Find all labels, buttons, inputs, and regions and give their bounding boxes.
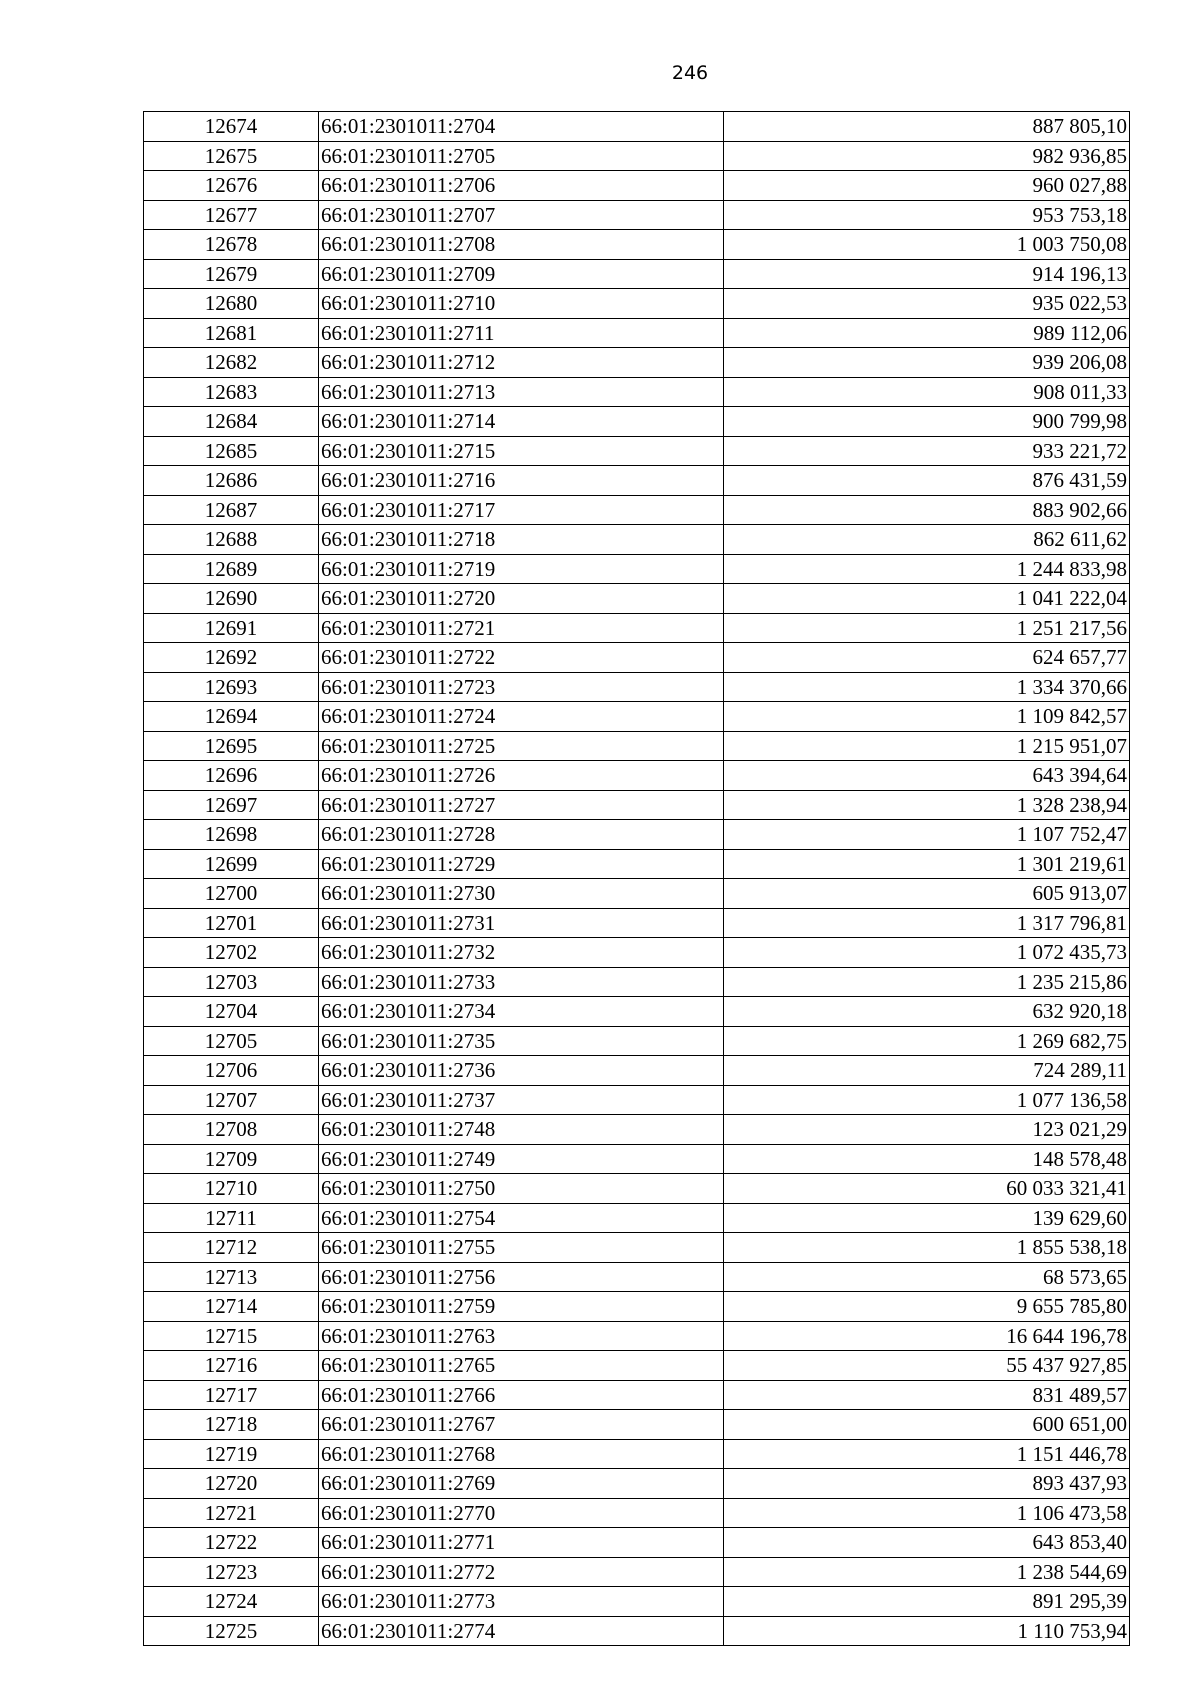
row-number-cell: 12679 [144,259,319,289]
row-number-cell: 12693 [144,672,319,702]
table-row [144,1616,1130,1646]
cadastral-value-cell: 1 072 435,73 [724,938,1130,968]
cadastral-value-cell: 1 077 136,58 [724,1085,1130,1115]
table-row [144,761,1130,791]
table-row [144,1321,1130,1351]
table-row [144,141,1130,171]
cadastral-value-cell: 1 109 842,57 [724,702,1130,732]
cadastral-number-cell: 66:01:2301011:2771 [319,1528,724,1558]
cadastral-value-cell: 123 021,29 [724,1115,1130,1145]
table-row [144,1380,1130,1410]
cadastral-number-cell: 66:01:2301011:2709 [319,259,724,289]
cadastral-value-cell: 643 394,64 [724,761,1130,791]
cadastral-number-cell: 66:01:2301011:2713 [319,377,724,407]
cadastral-value-cell: 1 235 215,86 [724,967,1130,997]
cadastral-number-cell: 66:01:2301011:2706 [319,171,724,201]
table-row [144,1262,1130,1292]
table-row [144,466,1130,496]
page-number: 246 [671,62,709,84]
cadastral-number-cell: 66:01:2301011:2711 [319,318,724,348]
cadastral-value-cell: 908 011,33 [724,377,1130,407]
table-row [144,495,1130,525]
cadastral-value-cell: 1 151 446,78 [724,1439,1130,1469]
cadastral-number-cell: 66:01:2301011:2724 [319,702,724,732]
table-row [144,1528,1130,1558]
cadastral-number-cell: 66:01:2301011:2756 [319,1262,724,1292]
table-row [144,348,1130,378]
row-number-cell: 12704 [144,997,319,1027]
cadastral-number-cell: 66:01:2301011:2735 [319,1026,724,1056]
row-number-cell: 12701 [144,908,319,938]
row-number-cell: 12711 [144,1203,319,1233]
cadastral-number-cell: 66:01:2301011:2725 [319,731,724,761]
cadastral-number-cell: 66:01:2301011:2770 [319,1498,724,1528]
cadastral-value-cell: 862 611,62 [724,525,1130,555]
row-number-cell: 12692 [144,643,319,673]
table-row [144,1498,1130,1528]
cadastral-number-cell: 66:01:2301011:2767 [319,1410,724,1440]
row-number-cell: 12677 [144,200,319,230]
cadastral-number-cell: 66:01:2301011:2754 [319,1203,724,1233]
cadastral-value-cell: 724 289,11 [724,1056,1130,1086]
cadastral-value-cell: 16 644 196,78 [724,1321,1130,1351]
row-number-cell: 12710 [144,1174,319,1204]
table-row [144,702,1130,732]
cadastral-value-cell: 1 269 682,75 [724,1026,1130,1056]
cadastral-number-cell: 66:01:2301011:2774 [319,1616,724,1646]
cadastral-value-cell: 953 753,18 [724,200,1130,230]
row-number-cell: 12705 [144,1026,319,1056]
cadastral-number-cell: 66:01:2301011:2720 [319,584,724,614]
cadastral-value-cell: 60 033 321,41 [724,1174,1130,1204]
cadastral-value-cell: 9 655 785,80 [724,1292,1130,1322]
cadastral-value-cell: 1 334 370,66 [724,672,1130,702]
cadastral-value-cell: 887 805,10 [724,112,1130,142]
cadastral-value-cell: 1 244 833,98 [724,554,1130,584]
table-row [144,1439,1130,1469]
cadastral-number-cell: 66:01:2301011:2728 [319,820,724,850]
table-row [144,1203,1130,1233]
table-row [144,967,1130,997]
cadastral-number-cell: 66:01:2301011:2763 [319,1321,724,1351]
table-row [144,171,1130,201]
cadastral-value-table [143,111,1130,1646]
cadastral-number-cell: 66:01:2301011:2719 [319,554,724,584]
cadastral-value-cell: 876 431,59 [724,466,1130,496]
cadastral-value-cell: 68 573,65 [724,1262,1130,1292]
row-number-cell: 12687 [144,495,319,525]
table-row [144,849,1130,879]
row-number-cell: 12707 [144,1085,319,1115]
row-number-cell: 12699 [144,849,319,879]
cadastral-value-cell: 1 238 544,69 [724,1557,1130,1587]
cadastral-number-cell: 66:01:2301011:2714 [319,407,724,437]
row-number-cell: 12702 [144,938,319,968]
cadastral-number-cell: 66:01:2301011:2722 [319,643,724,673]
row-number-cell: 12721 [144,1498,319,1528]
row-number-cell: 12690 [144,584,319,614]
cadastral-number-cell: 66:01:2301011:2708 [319,230,724,260]
cadastral-number-cell: 66:01:2301011:2734 [319,997,724,1027]
row-number-cell: 12713 [144,1262,319,1292]
table-row [144,407,1130,437]
table-row [144,584,1130,614]
cadastral-value-cell: 883 902,66 [724,495,1130,525]
cadastral-number-cell: 66:01:2301011:2712 [319,348,724,378]
cadastral-number-cell: 66:01:2301011:2730 [319,879,724,909]
cadastral-value-cell: 600 651,00 [724,1410,1130,1440]
row-number-cell: 12712 [144,1233,319,1263]
cadastral-value-cell: 933 221,72 [724,436,1130,466]
row-number-cell: 12716 [144,1351,319,1381]
table-row [144,613,1130,643]
cadastral-number-cell: 66:01:2301011:2765 [319,1351,724,1381]
row-number-cell: 12703 [144,967,319,997]
row-number-cell: 12724 [144,1587,319,1617]
table-row [144,1469,1130,1499]
cadastral-value-cell: 891 295,39 [724,1587,1130,1617]
row-number-cell: 12678 [144,230,319,260]
row-number-cell: 12698 [144,820,319,850]
cadastral-value-cell: 989 112,06 [724,318,1130,348]
table-row [144,112,1130,142]
cadastral-number-cell: 66:01:2301011:2772 [319,1557,724,1587]
table-row [144,1085,1130,1115]
row-number-cell: 12722 [144,1528,319,1558]
cadastral-number-cell: 66:01:2301011:2732 [319,938,724,968]
row-number-cell: 12680 [144,289,319,319]
table-row [144,289,1130,319]
table-row [144,377,1130,407]
cadastral-number-cell: 66:01:2301011:2723 [319,672,724,702]
cadastral-number-cell: 66:01:2301011:2727 [319,790,724,820]
table-row [144,436,1130,466]
row-number-cell: 12723 [144,1557,319,1587]
cadastral-number-cell: 66:01:2301011:2721 [319,613,724,643]
row-number-cell: 12675 [144,141,319,171]
row-number-cell: 12717 [144,1380,319,1410]
row-number-cell: 12706 [144,1056,319,1086]
table-row [144,879,1130,909]
cadastral-value-cell: 55 437 927,85 [724,1351,1130,1381]
cadastral-value-cell: 643 853,40 [724,1528,1130,1558]
table-row [144,200,1130,230]
cadastral-number-cell: 66:01:2301011:2737 [319,1085,724,1115]
table-row [144,554,1130,584]
table-row [144,1026,1130,1056]
row-number-cell: 12725 [144,1616,319,1646]
cadastral-value-cell: 632 920,18 [724,997,1130,1027]
row-number-cell: 12674 [144,112,319,142]
table-row [144,997,1130,1027]
cadastral-value-cell: 605 913,07 [724,879,1130,909]
table-row [144,643,1130,673]
cadastral-value-cell: 893 437,93 [724,1469,1130,1499]
cadastral-number-cell: 66:01:2301011:2736 [319,1056,724,1086]
cadastral-value-cell: 831 489,57 [724,1380,1130,1410]
cadastral-number-cell: 66:01:2301011:2733 [319,967,724,997]
table-row [144,731,1130,761]
cadastral-value-cell: 1 301 219,61 [724,849,1130,879]
row-number-cell: 12700 [144,879,319,909]
table-row [144,1233,1130,1263]
row-number-cell: 12683 [144,377,319,407]
cadastral-number-cell: 66:01:2301011:2715 [319,436,724,466]
row-number-cell: 12719 [144,1439,319,1469]
cadastral-value-cell: 1 003 750,08 [724,230,1130,260]
row-number-cell: 12686 [144,466,319,496]
cadastral-value-cell: 900 799,98 [724,407,1130,437]
row-number-cell: 12691 [144,613,319,643]
row-number-cell: 12684 [144,407,319,437]
cadastral-number-cell: 66:01:2301011:2729 [319,849,724,879]
row-number-cell: 12685 [144,436,319,466]
row-number-cell: 12709 [144,1144,319,1174]
cadastral-value-cell: 1 328 238,94 [724,790,1130,820]
cadastral-value-cell: 1 317 796,81 [724,908,1130,938]
row-number-cell: 12694 [144,702,319,732]
table-row [144,1056,1130,1086]
cadastral-value-cell: 139 629,60 [724,1203,1130,1233]
row-number-cell: 12676 [144,171,319,201]
row-number-cell: 12682 [144,348,319,378]
table-body [144,112,1130,1646]
cadastral-value-cell: 939 206,08 [724,348,1130,378]
table-row [144,318,1130,348]
table-row [144,1292,1130,1322]
table-row [144,1557,1130,1587]
table-row [144,820,1130,850]
cadastral-number-cell: 66:01:2301011:2769 [319,1469,724,1499]
cadastral-number-cell: 66:01:2301011:2748 [319,1115,724,1145]
cadastral-value-cell: 148 578,48 [724,1144,1130,1174]
table-row [144,938,1130,968]
cadastral-value-cell: 1 215 951,07 [724,731,1130,761]
cadastral-number-cell: 66:01:2301011:2731 [319,908,724,938]
row-number-cell: 12708 [144,1115,319,1145]
table-row [144,1115,1130,1145]
cadastral-number-cell: 66:01:2301011:2718 [319,525,724,555]
cadastral-number-cell: 66:01:2301011:2768 [319,1439,724,1469]
table-row [144,525,1130,555]
cadastral-value-cell: 960 027,88 [724,171,1130,201]
cadastral-value-cell: 935 022,53 [724,289,1130,319]
cadastral-number-cell: 66:01:2301011:2749 [319,1144,724,1174]
cadastral-value-cell: 914 196,13 [724,259,1130,289]
cadastral-value-cell: 1 855 538,18 [724,1233,1130,1263]
table-row [144,230,1130,260]
cadastral-number-cell: 66:01:2301011:2716 [319,466,724,496]
table-row [144,1587,1130,1617]
cadastral-value-cell: 1 251 217,56 [724,613,1130,643]
table-row [144,1174,1130,1204]
cadastral-number-cell: 66:01:2301011:2705 [319,141,724,171]
row-number-cell: 12696 [144,761,319,791]
cadastral-number-cell: 66:01:2301011:2755 [319,1233,724,1263]
cadastral-value-cell: 1 110 753,94 [724,1616,1130,1646]
cadastral-number-cell: 66:01:2301011:2773 [319,1587,724,1617]
cadastral-number-cell: 66:01:2301011:2704 [319,112,724,142]
cadastral-number-cell: 66:01:2301011:2766 [319,1380,724,1410]
row-number-cell: 12714 [144,1292,319,1322]
cadastral-value-cell: 982 936,85 [724,141,1130,171]
table-row [144,790,1130,820]
cadastral-number-cell: 66:01:2301011:2726 [319,761,724,791]
row-number-cell: 12681 [144,318,319,348]
row-number-cell: 12688 [144,525,319,555]
row-number-cell: 12720 [144,1469,319,1499]
row-number-cell: 12718 [144,1410,319,1440]
table-row [144,1144,1130,1174]
row-number-cell: 12697 [144,790,319,820]
row-number-cell: 12689 [144,554,319,584]
cadastral-value-cell: 1 106 473,58 [724,1498,1130,1528]
cadastral-value-cell: 1 107 752,47 [724,820,1130,850]
cadastral-number-cell: 66:01:2301011:2707 [319,200,724,230]
cadastral-value-cell: 624 657,77 [724,643,1130,673]
table-row [144,1410,1130,1440]
row-number-cell: 12715 [144,1321,319,1351]
cadastral-number-cell: 66:01:2301011:2717 [319,495,724,525]
table-row [144,259,1130,289]
table-row [144,908,1130,938]
row-number-cell: 12695 [144,731,319,761]
cadastral-number-cell: 66:01:2301011:2750 [319,1174,724,1204]
table-row [144,1351,1130,1381]
cadastral-number-cell: 66:01:2301011:2759 [319,1292,724,1322]
cadastral-value-cell: 1 041 222,04 [724,584,1130,614]
cadastral-number-cell: 66:01:2301011:2710 [319,289,724,319]
table-row [144,672,1130,702]
